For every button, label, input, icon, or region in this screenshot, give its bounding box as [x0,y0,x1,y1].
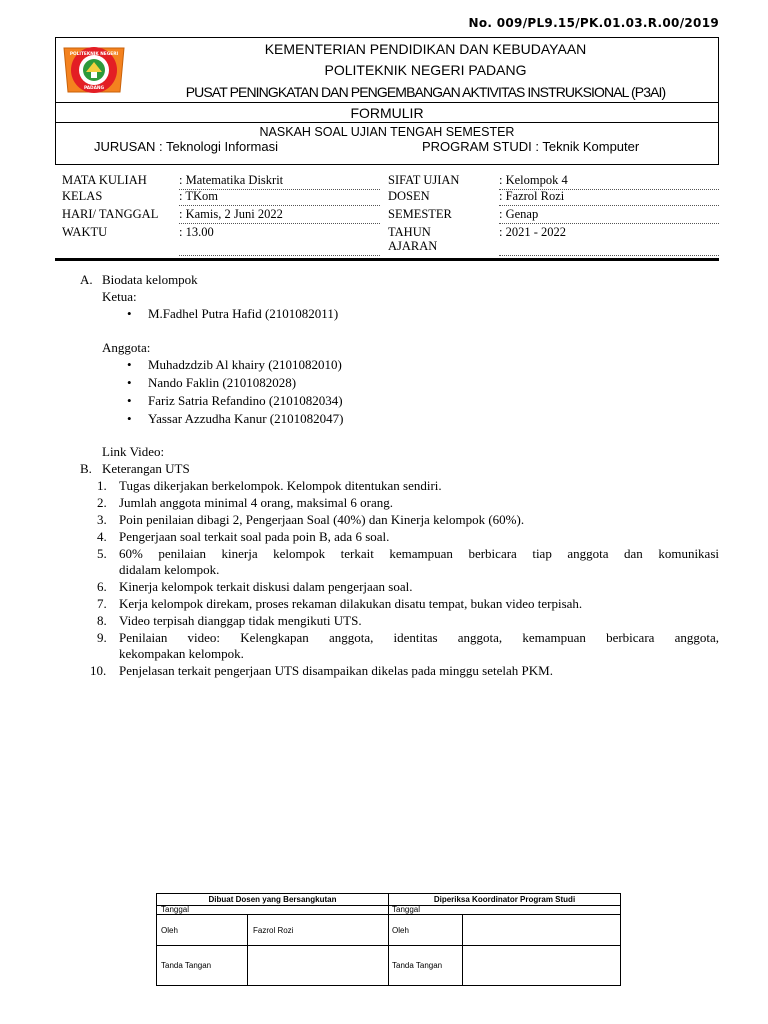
made-by-header: Dibuat Dosen yang Bersangkutan [208,895,337,904]
header-divider [56,122,718,123]
section-a-title: Biodata kelompok [102,272,198,287]
item-number: 4. [97,529,107,544]
list-item: Tugas dikerjakan berkelompok. Kelompok ditentukan sendiri. [119,478,442,493]
bullet-icon: • [127,357,132,372]
list-item: Poin penilaian dibagi 2, Pengerjaan Soal (40%) dan Kinerja kelompok (60%). [119,512,525,527]
bullet-icon: • [127,411,132,426]
logo-top-text: POLITEKNIK NEGERI [69,52,119,57]
list-item-continuation: didalam kelompok. [119,562,220,577]
list-item: Kerja kelompok direkam, proses rekaman dilakukan disatu tempat, bukan video terpisah. [119,596,583,611]
lecturer-name: Fazrol Rozi [253,926,294,935]
year-value: : 2021 - 2022 [499,225,719,256]
item-number: 7. [97,596,107,611]
list-item: Jumlah anggota minimal 4 orang, maksimal 6 orang. [119,495,394,510]
by-label: Oleh [392,926,409,935]
department-label: JURUSAN : Teknologi Informasi [94,139,278,154]
lecturer-value: : Fazrol Rozi [499,189,719,206]
info-divider [55,258,719,261]
class-value: : TKom [179,189,380,206]
date-label: Tanggal [161,905,190,914]
item-number: 5. [97,546,107,561]
item-number: 8. [97,613,107,628]
form-label: FORMULIR [350,105,424,121]
course-label: MATA KULIAH [62,173,147,187]
list-item: 60% penilaian kinerja kelompok terkait kemampuan berbicara tiap anggota dan komunikasi [119,546,719,561]
logo-cell [56,38,133,102]
semester-value: : Genap [499,207,719,224]
item-number: 9. [97,630,107,645]
checked-by-header: Diperiksa Koordinator Program Studi [433,895,576,904]
item-number: 1. [97,478,107,493]
members-label: Anggota: [102,340,151,355]
date-label: Tanggal [392,905,421,914]
video-link-label: Link Video: [102,444,165,459]
semester-label: SEMESTER [388,207,452,221]
bullet-icon: • [127,306,132,321]
by-label: Oleh [161,926,178,935]
list-item: Penilaian video: Kelengkapan anggota, identitas anggota, kemampuan berbicara anggota, [119,630,719,645]
section-b-title: Keterangan UTS [102,461,190,476]
institution-name: POLITEKNIK NEGERI PADANG [324,62,527,78]
logo-bottom-text: PADANG [83,86,105,91]
year-label: AJARAN [388,239,438,253]
document-number: No. 009/PL9.15/PK.01.03.R.00/2019 [468,16,719,30]
lecturer-label: DOSEN [388,189,430,203]
leader-name: M.Fadhel Putra Hafid (2101082011) [148,306,339,321]
nature-label: SIFAT UJIAN [388,173,460,187]
list-item: Kinerja kelompok terkait diskusi dalam pengerjaan soal. [119,579,413,594]
member-item: Yassar Azzudha Kanur (2101082047) [148,411,344,426]
item-number: 10. [90,663,107,678]
document-header [55,37,719,165]
time-label: WAKTU [62,225,108,239]
header-divider [56,102,718,103]
time-value: : 13.00 [179,225,380,256]
sign-label: Tanda Tangan [392,961,443,970]
institution-logo [62,42,126,98]
bullet-icon: • [127,375,132,390]
year-label: TAHUN [388,225,431,239]
item-number: 3. [97,512,107,527]
course-value: : Matematika Diskrit [179,173,380,190]
class-label: KELAS [62,189,103,203]
date-label: HARI/ TANGGAL [62,207,159,221]
center-name: PUSAT PENINGKATAN DAN PENGEMBANGAN AKTIVITAS INSTRUKSIONAL (P3AI) [185,84,666,100]
list-item: Pengerjaan soal terkait soal pada poin B, ada 6 soal. [119,529,390,544]
member-item: Nando Faklin (2101082028) [148,375,297,390]
section-a-marker: A. [80,272,93,287]
exam-title: NASKAH SOAL UJIAN TENGAH SEMESTER [259,125,515,139]
item-number: 2. [97,495,107,510]
program-label: PROGRAM STUDI : Teknik Komputer [422,139,640,154]
list-item-continuation: kekompakan kelompok. [119,646,244,661]
bullet-icon: • [127,393,132,408]
member-item: Muhadzdzib Al khairy (2101082010) [148,357,342,372]
nature-value: : Kelompok 4 [499,173,719,190]
leader-label: Ketua: [102,289,137,304]
ministry-name: KEMENTERIAN PENDIDIKAN DAN KEBUDAYAAN [264,41,587,57]
date-value: : Kamis, 2 Juni 2022 [179,207,380,224]
item-number: 6. [97,579,107,594]
list-item: Video terpisah dianggap tidak mengikuti UTS. [119,613,362,628]
section-b-marker: B. [80,461,92,476]
list-item: Penjelasan terkait pengerjaan UTS disampaikan dikelas pada minggu setelah PKM. [119,663,553,678]
member-item: Fariz Satria Refandino (2101082034) [148,393,343,408]
signature-table [156,893,621,986]
sign-label: Tanda Tangan [161,961,212,970]
